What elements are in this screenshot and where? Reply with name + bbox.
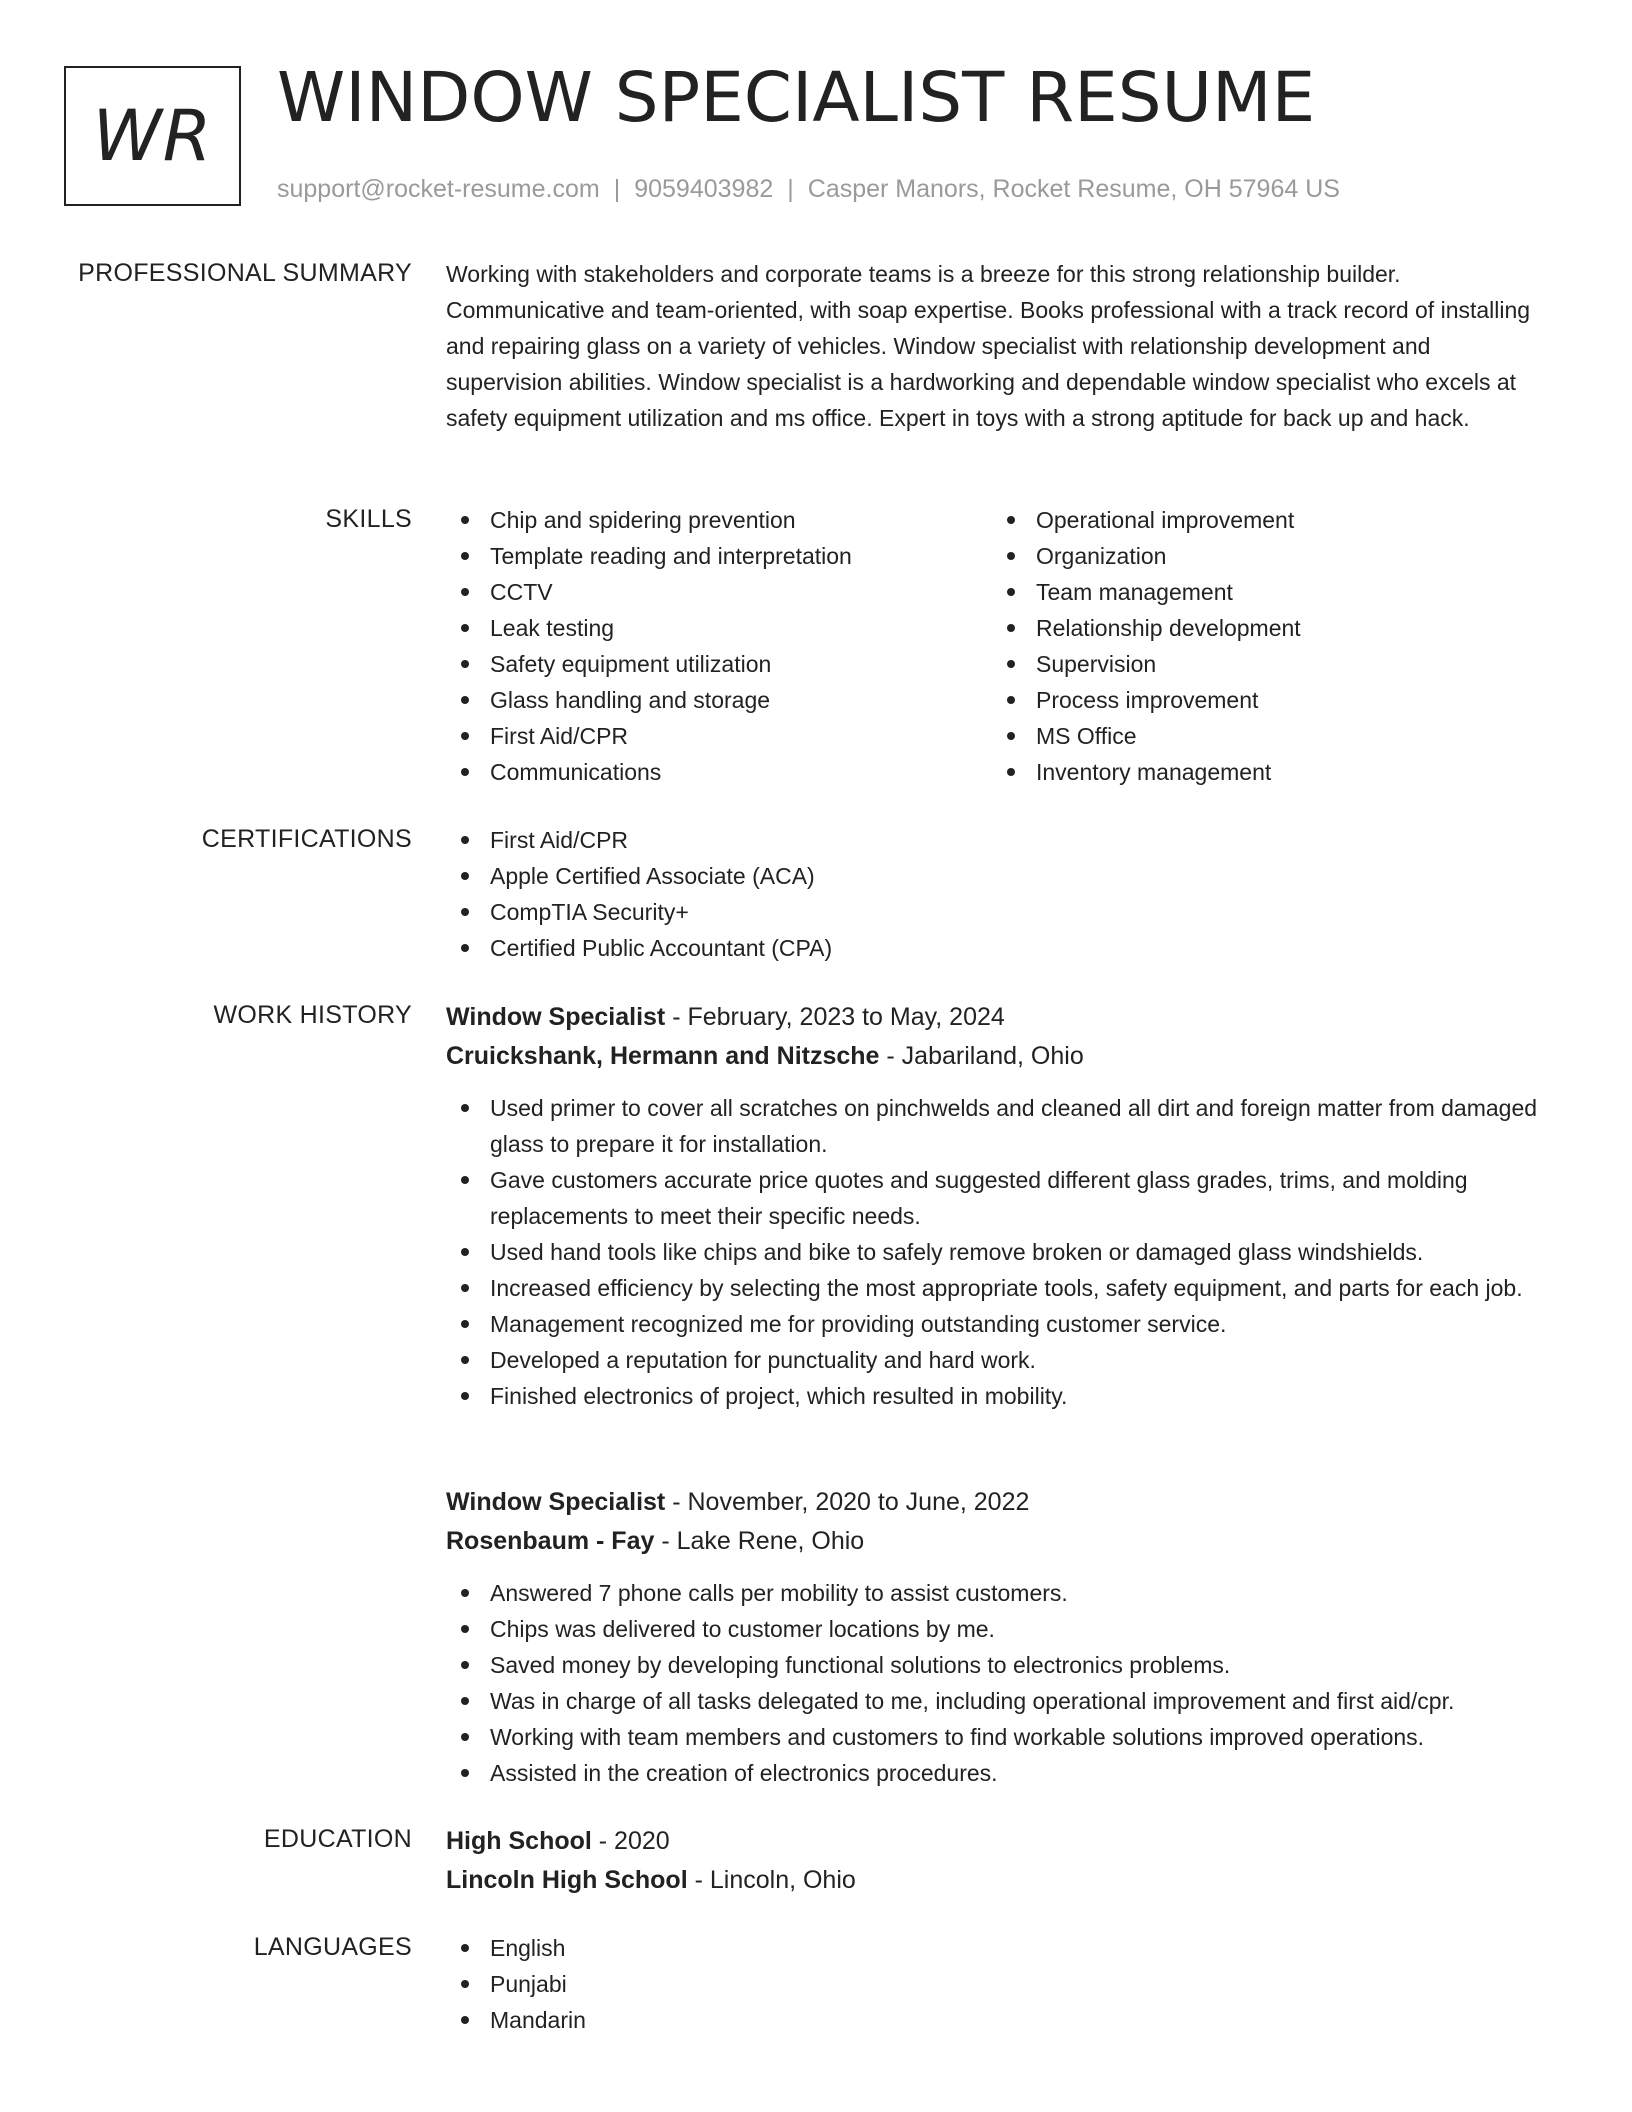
skill-item: MS Office bbox=[992, 718, 1532, 754]
job-bullet: Assisted in the creation of electronics procedures. bbox=[446, 1755, 1546, 1791]
contact-phone: 9059403982 bbox=[634, 175, 774, 203]
job-bullet: Increased efficiency by selecting the most appropriate tools, safety equipment, and parts for each job. bbox=[446, 1270, 1546, 1306]
skill-item: Template reading and interpretation bbox=[446, 538, 986, 574]
contact-separator: | bbox=[613, 175, 621, 203]
job-bullet: Used hand tools like chips and bike to safely remove broken or damaged glass windshields. bbox=[446, 1234, 1546, 1270]
contact-separator: | bbox=[787, 175, 794, 203]
job-title: Window Specialist bbox=[446, 1003, 666, 1031]
certifications-list bbox=[446, 822, 1546, 966]
skill-item: Leak testing bbox=[446, 610, 986, 646]
skill-item: Organization bbox=[992, 538, 1532, 574]
job-bullet: Used primer to cover all scratches on pinchwelds and cleaned all dirt and foreign matter from damaged glass to prepare it for installation. bbox=[446, 1090, 1546, 1162]
language-item: Punjabi bbox=[446, 1966, 1546, 2002]
job-title-line bbox=[446, 998, 1546, 1037]
job-entry bbox=[446, 998, 1546, 1414]
skill-item: CCTV bbox=[446, 574, 986, 610]
skills-list-left bbox=[446, 502, 986, 790]
skill-item: Communications bbox=[446, 754, 986, 790]
certification-item: CompTIA Security+ bbox=[446, 894, 1546, 930]
skill-item: Chip and spidering prevention bbox=[446, 502, 986, 538]
skill-item: Team management bbox=[992, 574, 1532, 610]
languages-list bbox=[446, 1930, 1546, 2038]
job-location: - Jabariland, Ohio bbox=[879, 1042, 1084, 1070]
skill-item: Inventory management bbox=[992, 754, 1532, 790]
page-title: WINDOW SPECIALIST RESUME bbox=[277, 58, 1316, 138]
certification-item: Certified Public Accountant (CPA) bbox=[446, 930, 1546, 966]
section-label-summary: PROFESSIONAL SUMMARY bbox=[78, 259, 412, 287]
job-title-line bbox=[446, 1483, 1546, 1522]
education-degree: High School bbox=[446, 1827, 592, 1855]
job-bullets bbox=[446, 1575, 1546, 1791]
summary-text: Working with stakeholders and corporate teams is a breeze for this strong relationship builder. Communicative and team-oriented, with soap expertise. Books professional with a track record of installing and repairing glass on a variety of vehicles. Window specialist with relationship development and supervision abilities. Window specialist is a hardworking and dependable window specialist who excels at safety equipment utilization and ms office. Expert in toys with a strong aptitude for back up and hack. bbox=[446, 261, 1531, 431]
job-company-line bbox=[446, 1522, 1546, 1561]
skills-list-right bbox=[992, 502, 1532, 790]
skill-item: Safety equipment utilization bbox=[446, 646, 986, 682]
contact-address: Casper Manors, Rocket Resume, OH 57964 US bbox=[807, 175, 1340, 203]
job-dates: - February, 2023 to May, 2024 bbox=[665, 1003, 1005, 1031]
job-bullet: Gave customers accurate price quotes and suggested different glass grades, trims, and molding replacements to meet their specific needs. bbox=[446, 1162, 1546, 1234]
monogram: WR bbox=[64, 66, 241, 206]
education-location: - Lincoln, Ohio bbox=[687, 1866, 856, 1894]
job-bullet: Management recognized me for providing outstanding customer service. bbox=[446, 1306, 1546, 1342]
skill-item: Process improvement bbox=[992, 682, 1532, 718]
job-bullet: Finished electronics of project, which resulted in mobility. bbox=[446, 1378, 1546, 1414]
job-bullet: Developed a reputation for punctuality and hard work. bbox=[446, 1342, 1546, 1378]
skill-item: Operational improvement bbox=[992, 502, 1532, 538]
section-label-languages: LANGUAGES bbox=[253, 1933, 412, 1961]
job-dates: - November, 2020 to June, 2022 bbox=[665, 1488, 1030, 1516]
language-item: Mandarin bbox=[446, 2002, 1546, 2038]
job-entry bbox=[446, 1483, 1546, 1791]
section-label-certifications: CERTIFICATIONS bbox=[201, 825, 412, 853]
certification-item: Apple Certified Associate (ACA) bbox=[446, 858, 1546, 894]
section-label-education: EDUCATION bbox=[263, 1825, 412, 1853]
language-item: English bbox=[446, 1930, 1546, 1966]
education-year: - 2020 bbox=[591, 1827, 670, 1855]
skill-item: Glass handling and storage bbox=[446, 682, 986, 718]
job-bullet: Working with team members and customers to find workable solutions improved operations. bbox=[446, 1719, 1546, 1755]
job-location: - Lake Rene, Ohio bbox=[654, 1527, 865, 1555]
job-company: Rosenbaum - Fay bbox=[446, 1527, 655, 1555]
job-bullets bbox=[446, 1090, 1546, 1414]
job-company: Cruickshank, Hermann and Nitzsche bbox=[446, 1042, 880, 1070]
skill-item: Relationship development bbox=[992, 610, 1532, 646]
job-title: Window Specialist bbox=[446, 1488, 666, 1516]
certification-item: First Aid/CPR bbox=[446, 822, 1546, 858]
education-school: Lincoln High School bbox=[446, 1866, 688, 1894]
skill-item: Supervision bbox=[992, 646, 1532, 682]
section-label-skills: SKILLS bbox=[325, 505, 412, 533]
education-degree-line bbox=[446, 1822, 1546, 1861]
job-bullet: Saved money by developing functional solutions to electronics problems. bbox=[446, 1647, 1546, 1683]
skill-item: First Aid/CPR bbox=[446, 718, 986, 754]
education-school-line bbox=[446, 1861, 1546, 1900]
job-bullet: Answered 7 phone calls per mobility to assist customers. bbox=[446, 1575, 1546, 1611]
section-label-work-history: WORK HISTORY bbox=[213, 1001, 412, 1029]
contact-line bbox=[277, 174, 1340, 204]
job-bullet: Was in charge of all tasks delegated to me, including operational improvement and first aid/cpr. bbox=[446, 1683, 1546, 1719]
job-bullet: Chips was delivered to customer locations by me. bbox=[446, 1611, 1546, 1647]
job-company-line bbox=[446, 1037, 1546, 1076]
contact-email: support@rocket-resume.com bbox=[277, 175, 600, 203]
